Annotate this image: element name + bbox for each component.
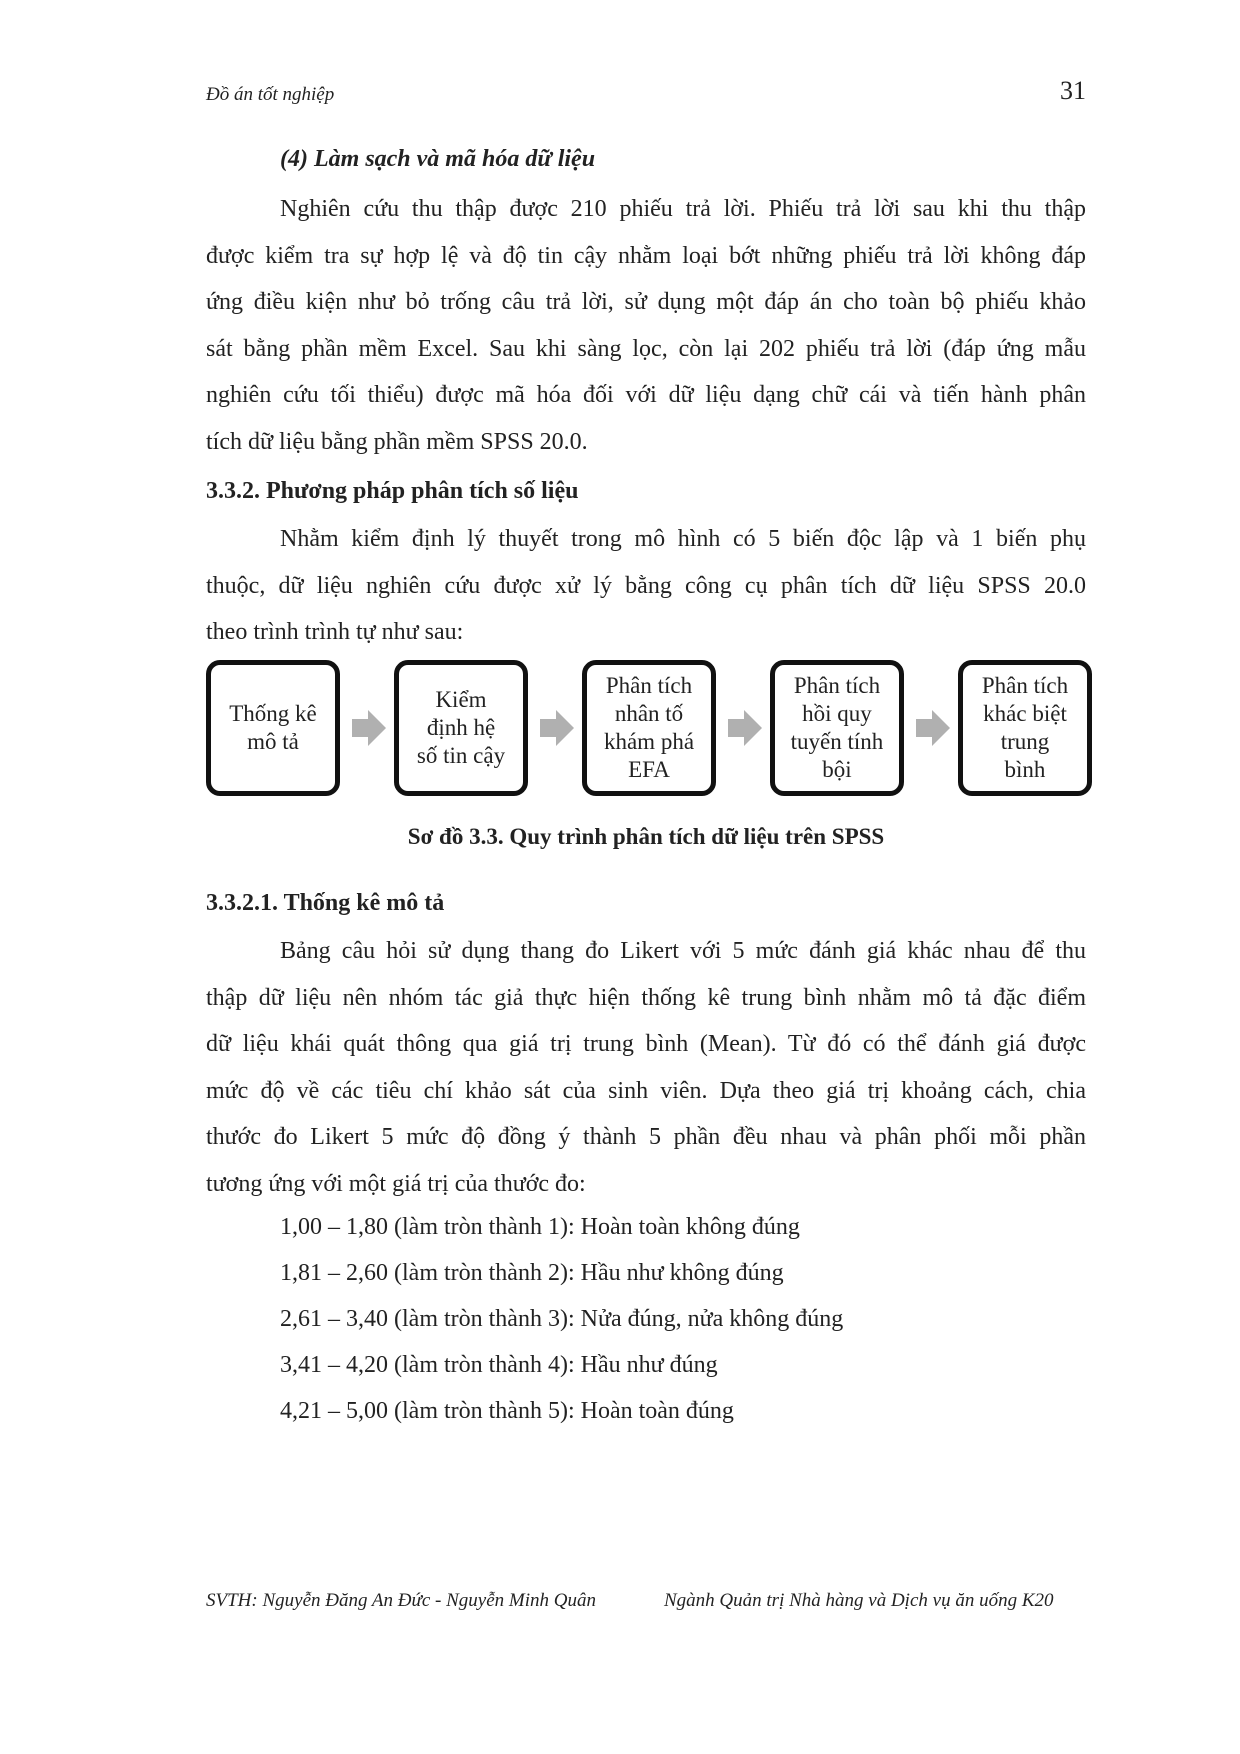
section-heading-cleaning: (4) Làm sạch và mã hóa dữ liệu xyxy=(280,146,596,172)
page-number: 31 xyxy=(1060,76,1086,105)
arrow-shape xyxy=(728,710,762,746)
text-line: tương ứng với một giá trị của thước đo: xyxy=(206,1170,586,1197)
text-line: mức độ về các tiêu chí khảo sát của sinh viên. Dựa theo giá trị khoảng cách, chia xyxy=(206,1077,1086,1104)
flow-step-line: Thống kê xyxy=(229,701,317,726)
likert-scale-item: 2,61 – 3,40 (làm tròn thành 3): Nửa đúng, nửa không đúng xyxy=(280,1306,844,1332)
text-line: tích dữ liệu bằng phần mềm SPSS 20.0. xyxy=(206,428,588,455)
flow-step-line: EFA xyxy=(628,757,670,782)
flow-arrow-icon xyxy=(728,710,762,746)
flow-step-line: Kiểm xyxy=(435,687,487,712)
flow-step-line: bội xyxy=(822,757,852,782)
likert-scale-item: 1,00 – 1,80 (làm tròn thành 1): Hoàn toàn không đúng xyxy=(280,1214,800,1240)
flow-step-reliability xyxy=(394,660,528,796)
flow-step-line: nhân tố xyxy=(614,701,684,726)
flow-step-efa xyxy=(582,660,716,796)
flow-step-line: mô tả xyxy=(247,729,299,754)
section-heading-analysis-method: 3.3.2. Phương pháp phân tích số liệu xyxy=(206,478,579,504)
text-line: nghiên cứu tối thiểu) được mã hóa đối với dữ liệu dạng chữ cái và tiến hành phân xyxy=(206,382,1086,408)
flow-step-line: khám phá xyxy=(603,729,695,754)
flow-step-line: bình xyxy=(1004,757,1046,782)
text-line: theo trình trình tự như sau: xyxy=(206,619,464,645)
footer-program: Ngành Quản trị Nhà hàng và Dịch vụ ăn uống K20 xyxy=(664,1590,1054,1611)
text-line: ứng điều kiện như bỏ trống câu trả lời, sử dụng một đáp án cho toàn bộ phiếu khảo xyxy=(206,289,1086,315)
flow-step-line: tuyến tính xyxy=(790,729,884,754)
text-line: thước đo Likert 5 mức độ đồng ý thành 5 phần đều nhau và phân phối mỗi phần xyxy=(206,1124,1086,1150)
paragraph-descriptive-stats xyxy=(206,928,1086,1207)
arrow-shape xyxy=(916,710,950,746)
likert-scale-item: 3,41 – 4,20 (làm tròn thành 4): Hầu như đúng xyxy=(280,1352,718,1378)
text-line: thập dữ liệu nên nhóm tác giả thực hiện thống kê trung bình nhằm mô tả đặc điểm xyxy=(206,984,1086,1011)
flow-step-mean-difference xyxy=(958,660,1092,796)
text-line: Nghiên cứu thu thập được 210 phiếu trả lời. Phiếu trả lời sau khi thu thập xyxy=(280,196,1086,222)
paragraph-cleaning xyxy=(206,186,1086,465)
text-line: dữ liệu khái quát thông qua giá trị trung bình (Mean). Từ đó có thể đánh giá được xyxy=(206,1031,1086,1057)
flow-step-line: khác biệt xyxy=(983,701,1067,726)
text-line: được kiểm tra sự hợp lệ và độ tin cậy nhằm loại bớt những phiếu trả lời không đáp xyxy=(206,242,1086,269)
arrow-shape xyxy=(352,710,386,746)
text-line: Bảng câu hỏi sử dụng thang đo Likert với 5 mức đánh giá khác nhau để thu xyxy=(280,938,1086,964)
flow-step-descriptive-stats xyxy=(206,660,340,796)
section-heading-descriptive-stats: 3.3.2.1. Thống kê mô tả xyxy=(206,890,445,916)
flow-step-line: định hệ xyxy=(426,715,496,740)
flow-step-regression xyxy=(770,660,904,796)
flow-step-line: số tin cậy xyxy=(416,743,506,768)
flow-arrow-icon xyxy=(352,710,386,746)
likert-scale-item: 4,21 – 5,00 (làm tròn thành 5): Hoàn toàn đúng xyxy=(280,1398,734,1424)
flow-step-line: trung xyxy=(1000,729,1050,754)
flow-step-line: Phân tích xyxy=(793,673,881,698)
flow-arrow-icon xyxy=(540,710,574,746)
flow-step-line: Phân tích xyxy=(981,673,1069,698)
paragraph-analysis-method xyxy=(206,516,1086,656)
flow-step-line: hồi quy xyxy=(802,701,872,726)
spss-process-diagram xyxy=(206,660,1094,800)
flow-arrow-icon xyxy=(916,710,950,746)
flow-step-line: Phân tích xyxy=(605,673,693,698)
likert-scale-item: 1,81 – 2,60 (làm tròn thành 2): Hầu như không đúng xyxy=(280,1260,784,1286)
text-line: Nhằm kiểm định lý thuyết trong mô hình có 5 biến độc lập và 1 biến phụ xyxy=(280,526,1086,552)
footer-authors: SVTH: Nguyễn Đăng An Đức - Nguyễn Minh Quân xyxy=(206,1590,596,1611)
text-line: thuộc, dữ liệu nghiên cứu được xử lý bằng công cụ phân tích dữ liệu SPSS 20.0 xyxy=(206,572,1086,599)
running-header: Đồ án tốt nghiệp xyxy=(206,84,335,105)
diagram-caption: Sơ đồ 3.3. Quy trình phân tích dữ liệu trên SPSS xyxy=(407,824,885,849)
arrow-shape xyxy=(540,710,574,746)
text-line: sát bằng phần mềm Excel. Sau khi sàng lọc, còn lại 202 phiếu trả lời (đáp ứng mẫu xyxy=(206,335,1086,362)
